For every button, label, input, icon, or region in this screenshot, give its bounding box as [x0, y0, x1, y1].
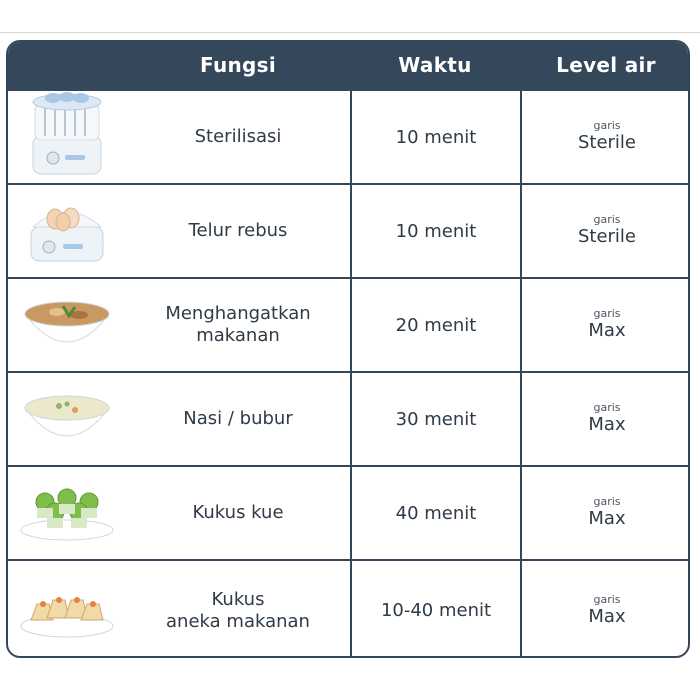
water-level-cell [520, 185, 690, 277]
function-label: Sterilisasi [194, 126, 282, 147]
time-value: 10-40 menit [380, 600, 492, 621]
water-level-cell [520, 373, 690, 465]
water-prefix: garis [593, 307, 621, 320]
cupcakes-icon [8, 467, 126, 559]
function-label: Nasi / bubur [183, 408, 293, 429]
water-level: Max [588, 414, 626, 435]
water-prefix: garis [593, 495, 621, 508]
dimsum-icon [8, 561, 126, 658]
table-row [8, 183, 688, 277]
function-label: Kukus kue [192, 502, 284, 523]
egg-steamer-icon [8, 185, 126, 277]
time-value: 10 menit [395, 220, 477, 242]
water-level: Sterile [577, 226, 637, 247]
water-level-cell [520, 561, 690, 658]
table-row [8, 89, 688, 183]
water-level: Sterile [577, 132, 637, 153]
function-label: Menghangatkan makanan [165, 303, 311, 346]
water-level: Max [588, 605, 626, 627]
function-label: Kukus aneka makanan [166, 588, 310, 632]
water-prefix: garis [593, 401, 621, 414]
time-value: 20 menit [395, 314, 477, 336]
water-level: Max [588, 508, 626, 529]
header-water-level: Level air [556, 53, 656, 77]
water-level-cell [520, 279, 690, 371]
water-prefix: garis [593, 592, 621, 606]
table-header [8, 42, 688, 89]
header-time: Waktu [398, 53, 472, 77]
water-level-cell [520, 91, 690, 183]
header-function: Fungsi [199, 53, 277, 77]
function-label: Telur rebus [188, 220, 288, 241]
water-prefix: garis [593, 213, 621, 226]
function-table [6, 40, 690, 658]
porridge-bowl-icon [8, 373, 126, 465]
sterilizer-icon [8, 91, 126, 183]
table-row [8, 465, 688, 559]
soup-bowl-icon [8, 279, 126, 371]
table-row [8, 277, 688, 371]
water-level-cell [520, 467, 690, 559]
time-value: 10 menit [395, 126, 477, 148]
time-value: 30 menit [395, 408, 477, 430]
water-prefix: garis [593, 119, 621, 132]
top-divider [0, 32, 700, 33]
table-row [8, 371, 688, 465]
table-row [8, 559, 688, 658]
time-value: 40 menit [395, 502, 477, 524]
water-level: Max [588, 320, 626, 341]
